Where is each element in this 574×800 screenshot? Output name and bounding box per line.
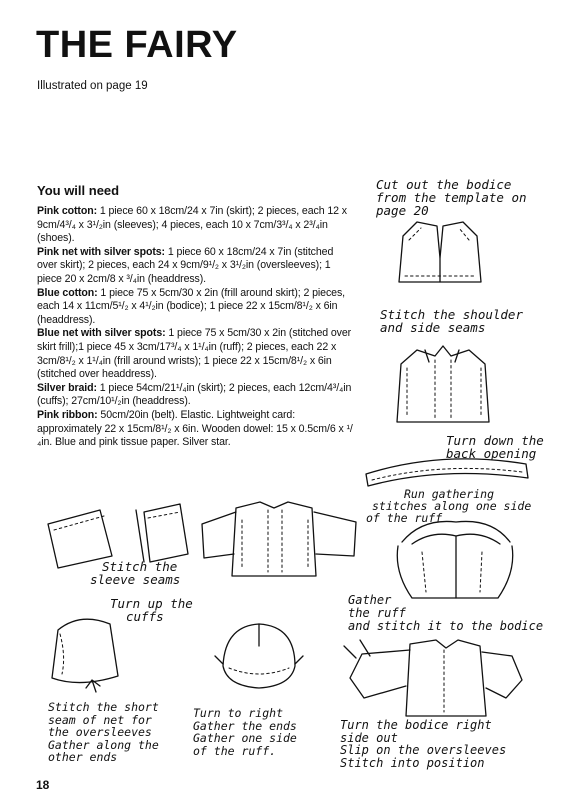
material-label: Pink ribbon: (37, 408, 98, 421)
note-line: of the ruff. (193, 743, 277, 758)
material-text: 1 piece 60 x 18cm/24 x 7in (skirt); 2 pieces, each 12 x 9cm/4³/₄ x 3¹/₂in (sleeves); 4 pieces, each 10 x 7cm/3³/₄ x 2³/₄in (shoes). (37, 205, 347, 245)
material-item (37, 205, 355, 246)
note-line: stitches along one side (372, 499, 532, 513)
oversleeve-drawing (40, 612, 140, 702)
page-number: 18 (36, 778, 50, 792)
note-line: of the ruff (366, 511, 443, 525)
bodice-ruff-drawing (382, 512, 532, 612)
materials-list (37, 205, 355, 450)
note-line: from the template on (376, 190, 527, 205)
page-subtitle: Illustrated on page 19 (37, 80, 148, 92)
note-line: Gather the ends (193, 718, 297, 733)
material-text: 1 piece 60 x 18cm/24 x 7in (stitched over skirt); 2 pieces, each 24 x 9cm/9¹/₂ x 3¹/₂in (oversleeves); 1 piece 20 x 2cm/8 x ³/₄in (headdress). (37, 245, 334, 285)
note-line: Cut out the bodice (376, 177, 512, 192)
material-item (37, 246, 355, 287)
note-cut-bodice (376, 178, 527, 217)
material-label: Blue cotton: (37, 286, 98, 299)
note-line: Turn the bodice right (340, 718, 492, 732)
note-line: Stitch the shoulder (380, 307, 523, 322)
material-item (37, 382, 355, 409)
note-line: Gather along the (48, 737, 159, 752)
material-text: 1 piece 75 x 5cm/30 x 2in (stitched over skirt frill);1 piece 45 x 3cm/17³/₄ x 1¹/₄in (ruff); 2 pieces, each 22 x 3cm/8¹/₂ x 1¹/₄in (frill around wrists); 1 piece 22 x 15cm/8¹/₂ x 6in (stitched over headdress). (37, 327, 352, 381)
note-line: sleeve seams (90, 572, 181, 587)
material-item (37, 327, 355, 381)
note-line: back opening (446, 446, 537, 461)
material-item (37, 287, 355, 328)
note-line: Stitch the short (48, 700, 159, 714)
bodice-seams-drawing (395, 342, 505, 430)
note-line: side out (340, 730, 398, 745)
material-text: 1 piece 75 x 5cm/30 x 2in (frill around skirt); 2 pieces, each 14 x 11cm/5¹/₂ x 4¹/₂in (bodice); 1 piece 22 x 15cm/8¹/₂ x 6in (headdress). (37, 286, 345, 326)
note-line: and stitch it to the bodice (348, 619, 544, 633)
note-line: seam of net for (48, 712, 152, 727)
headdress-drawing (205, 616, 315, 706)
note-line: cuffs (126, 609, 164, 624)
note-line: Slip on the oversleeves (340, 743, 507, 757)
material-text: 50cm/20in (belt). Elastic. Lightweight card: approximately 22 x 15cm/8¹/₂ x 6in. Wooden dowel: 15 x 0.5cm/6 x ¹/₄in. Blue and pink tissue paper. Silver star. (37, 408, 353, 449)
page-title: THE FAIRY (36, 24, 238, 66)
sleeve-drawing (40, 500, 190, 580)
note-line: page 20 (376, 203, 429, 218)
finished-bodice-drawing (340, 636, 530, 722)
note-line: the oversleeves (48, 725, 152, 739)
bodice-template-drawing (395, 218, 505, 290)
note-line: the ruff (348, 606, 406, 620)
material-item (37, 409, 355, 450)
ruff-strip-drawing (362, 454, 532, 494)
note-line: Gather one side (193, 731, 297, 745)
bodice-with-sleeves-drawing (196, 498, 366, 584)
material-label: Silver braid: (37, 381, 97, 394)
note-line: other ends (48, 750, 118, 764)
note-line: Turn to right (193, 706, 284, 720)
note-turn-right (193, 707, 297, 757)
note-short-seam (48, 701, 159, 764)
note-line: Stitch into position (340, 755, 485, 770)
note-line: and side seams (380, 320, 486, 335)
note-line: Turn up the (110, 596, 193, 611)
material-label: Blue net with silver spots: (37, 327, 166, 340)
note-line: Gather (348, 593, 392, 607)
note-line: Stitch the (102, 559, 178, 574)
note-bodice-right (340, 719, 506, 769)
note-line: Run gathering (404, 487, 495, 501)
needs-heading: You will need (37, 183, 120, 198)
note-stitch-shoulder (380, 308, 523, 334)
material-label: Pink net with silver spots: (37, 245, 165, 258)
material-text: 1 piece 54cm/21¹/₄in (skirt); 2 pieces, each 12cm/4³/₄in (cuffs); 27cm/10¹/₂in (headdress). (37, 381, 352, 408)
material-label: Pink cotton: (37, 205, 98, 217)
note-line: Turn down the (446, 433, 544, 448)
